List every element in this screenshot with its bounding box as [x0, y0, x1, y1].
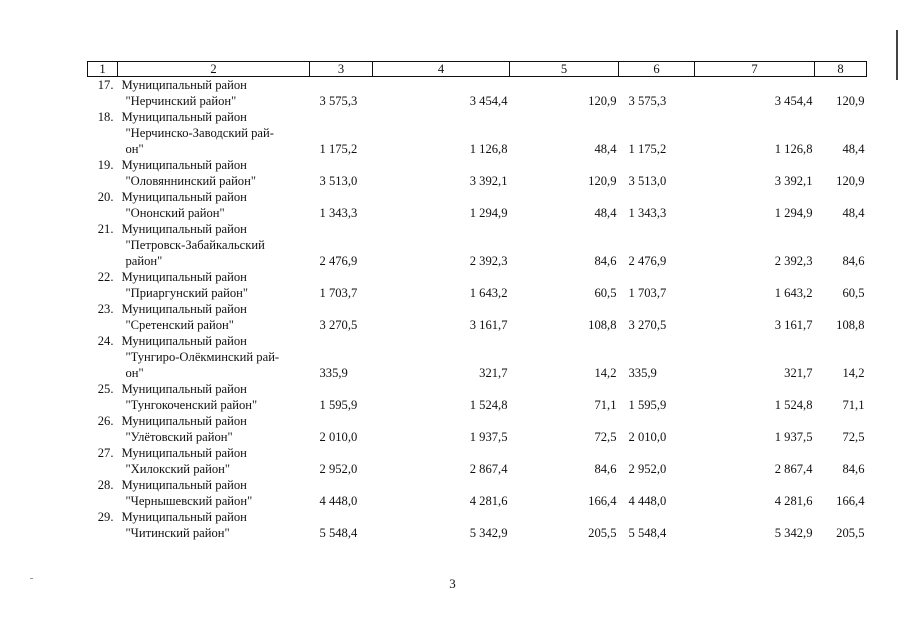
district-type: Муниципальный район [121, 270, 247, 284]
value-col-8: 166,4 [836, 494, 865, 508]
row-number: 20. [97, 190, 114, 204]
value-col-6: 3 513,0 [628, 174, 667, 188]
table-row [88, 477, 867, 509]
value-col-3: 3 513,0 [319, 174, 358, 188]
value-col-7: 1 524,8 [774, 398, 813, 412]
district-type: Муниципальный район [121, 78, 247, 92]
value-col-8: 120,9 [836, 94, 865, 108]
value-col-5: 84,6 [594, 462, 617, 476]
row-number: 22. [97, 270, 114, 284]
table-row [88, 333, 867, 381]
district-type: Муниципальный район [121, 334, 247, 348]
table-row [88, 109, 867, 157]
value-col-7: 1 294,9 [774, 206, 813, 220]
value-col-4: 1 524,8 [469, 398, 508, 412]
value-col-7: 4 281,6 [774, 494, 813, 508]
value-col-3: 1 595,9 [319, 398, 358, 412]
table-header [88, 62, 867, 77]
district-type: Муниципальный район [121, 446, 247, 460]
value-col-5: 48,4 [594, 142, 617, 156]
district-title: "Приаргунский район" [125, 286, 249, 300]
district-name [118, 269, 310, 301]
value-col-7: 2 867,4 [774, 462, 813, 476]
value-col-7: 3 161,7 [774, 318, 813, 332]
value-col-6: 3 575,3 [628, 94, 667, 108]
district-title: "Ононский район" [125, 206, 225, 220]
value-col-5: 48,4 [594, 206, 617, 220]
value-col-6: 1 175,2 [628, 142, 667, 156]
district-name [118, 413, 310, 445]
value-col-4: 1 643,2 [469, 286, 508, 300]
row-number: 18. [97, 110, 114, 124]
table-row [88, 381, 867, 413]
table-row [88, 269, 867, 301]
table-row [88, 221, 867, 269]
district-name [118, 77, 310, 110]
table-row [88, 189, 867, 221]
header-col-5: 5 [510, 62, 619, 77]
row-number: 27. [97, 446, 114, 460]
value-col-5: 72,5 [594, 430, 617, 444]
value-col-5: 205,5 [588, 526, 617, 540]
value-col-6: 3 270,5 [628, 318, 667, 332]
value-col-7: 5 342,9 [774, 526, 813, 540]
value-col-3: 2 952,0 [319, 462, 358, 476]
value-col-7: 3 454,4 [774, 94, 813, 108]
table-row [88, 413, 867, 445]
value-col-4: 1 294,9 [469, 206, 508, 220]
value-col-3: 5 548,4 [319, 526, 358, 540]
value-col-8: 120,9 [836, 174, 865, 188]
header-col-7: 7 [695, 62, 815, 77]
value-col-8: 60,5 [842, 286, 865, 300]
district-type: Муниципальный район [121, 382, 247, 396]
district-title: "Тунгокоченский район" [125, 398, 258, 412]
budget-table [87, 61, 867, 541]
value-col-4: 3 161,7 [469, 318, 508, 332]
district-type: Муниципальный район [121, 110, 247, 124]
value-col-4: 1 126,8 [469, 142, 508, 156]
row-number: 17. [97, 78, 114, 92]
value-col-4: 321,7 [479, 366, 508, 380]
row-number: 19. [97, 158, 114, 172]
value-col-7: 1 937,5 [774, 430, 813, 444]
value-col-6: 5 548,4 [628, 526, 667, 540]
district-title: "Тунгиро-Олёкминский рай- он" [125, 350, 280, 380]
value-col-6: 1 343,3 [628, 206, 667, 220]
value-col-3: 3 270,5 [319, 318, 358, 332]
value-col-5: 120,9 [588, 94, 617, 108]
district-title: "Хилокский район" [125, 462, 231, 476]
value-col-5: 14,2 [594, 366, 617, 380]
value-col-8: 14,2 [842, 366, 865, 380]
district-type: Муниципальный район [121, 414, 247, 428]
value-col-4: 2 867,4 [469, 462, 508, 476]
value-col-4: 3 454,4 [469, 94, 508, 108]
value-col-6: 1 703,7 [628, 286, 667, 300]
table-row [88, 157, 867, 189]
value-col-6: 2 010,0 [628, 430, 667, 444]
district-type: Муниципальный район [121, 158, 247, 172]
value-col-8: 71,1 [842, 398, 865, 412]
district-title: "Читинский район" [125, 526, 230, 540]
value-col-3: 1 175,2 [319, 142, 358, 156]
value-col-8: 108,8 [836, 318, 865, 332]
value-col-6: 4 448,0 [628, 494, 667, 508]
value-col-3: 1 343,3 [319, 206, 358, 220]
district-title: "Улётовский район" [125, 430, 233, 444]
value-col-4: 5 342,9 [469, 526, 508, 540]
value-col-6: 2 476,9 [628, 254, 667, 268]
row-number: 25. [97, 382, 114, 396]
value-col-7: 2 392,3 [774, 254, 813, 268]
header-col-6: 6 [619, 62, 695, 77]
value-col-7: 1 126,8 [774, 142, 813, 156]
value-col-8: 84,6 [842, 254, 865, 268]
value-col-6: 1 595,9 [628, 398, 667, 412]
value-col-3: 2 010,0 [319, 430, 358, 444]
district-name [118, 445, 310, 477]
district-type: Муниципальный район [121, 510, 247, 524]
row-number: 29. [97, 510, 114, 524]
district-type: Муниципальный район [121, 222, 247, 236]
header-col-1: 1 [88, 62, 118, 77]
district-name [118, 189, 310, 221]
value-col-6: 335,9 [628, 366, 657, 380]
value-col-3: 2 476,9 [319, 254, 358, 268]
value-col-5: 71,1 [594, 398, 617, 412]
district-title: "Чернышевский район" [125, 494, 253, 508]
table-row [88, 445, 867, 477]
district-type: Муниципальный район [121, 302, 247, 316]
value-col-7: 321,7 [784, 366, 813, 380]
table-row [88, 509, 867, 541]
district-name [118, 381, 310, 413]
row-number: 23. [97, 302, 114, 316]
value-col-5: 108,8 [588, 318, 617, 332]
value-col-4: 4 281,6 [469, 494, 508, 508]
row-number: 26. [97, 414, 114, 428]
page-number: 3 [449, 576, 456, 591]
value-col-5: 120,9 [588, 174, 617, 188]
scan-page-edge [896, 30, 898, 80]
value-col-5: 84,6 [594, 254, 617, 268]
value-col-8: 48,4 [842, 142, 865, 156]
table-body [88, 77, 867, 542]
district-title: "Нерчинско-Заводский рай- он" [125, 126, 274, 156]
row-number: 28. [97, 478, 114, 492]
district-type: Муниципальный район [121, 478, 247, 492]
header-col-4: 4 [373, 62, 510, 77]
value-col-8: 205,5 [836, 526, 865, 540]
district-name [118, 109, 310, 157]
district-title: "Сретенский район" [125, 318, 234, 332]
value-col-5: 60,5 [594, 286, 617, 300]
district-name [118, 301, 310, 333]
value-col-5: 166,4 [588, 494, 617, 508]
row-number: 21. [97, 222, 114, 236]
district-name [118, 509, 310, 541]
value-col-4: 2 392,3 [469, 254, 508, 268]
district-name [118, 333, 310, 381]
district-name [118, 221, 310, 269]
header-col-8: 8 [815, 62, 867, 77]
table-row [88, 77, 867, 110]
value-col-6: 2 952,0 [628, 462, 667, 476]
header-col-3: 3 [310, 62, 373, 77]
value-col-3: 1 703,7 [319, 286, 358, 300]
value-col-8: 72,5 [842, 430, 865, 444]
value-col-7: 1 643,2 [774, 286, 813, 300]
value-col-8: 84,6 [842, 462, 865, 476]
value-col-8: 48,4 [842, 206, 865, 220]
table-row [88, 301, 867, 333]
row-number: 24. [97, 334, 114, 348]
value-col-4: 3 392,1 [469, 174, 508, 188]
header-col-2: 2 [118, 62, 310, 77]
value-col-3: 4 448,0 [319, 494, 358, 508]
value-col-4: 1 937,5 [469, 430, 508, 444]
value-col-7: 3 392,1 [774, 174, 813, 188]
district-name [118, 477, 310, 509]
district-title: "Нерчинский район" [125, 94, 237, 108]
district-title: "Оловяннинский район" [125, 174, 256, 188]
header-row [88, 62, 867, 77]
district-title: "Петровск-Забайкальский район" [125, 238, 265, 268]
district-type: Муниципальный район [121, 190, 247, 204]
value-col-3: 3 575,3 [319, 94, 358, 108]
district-name [118, 157, 310, 189]
value-col-3: 335,9 [319, 366, 348, 380]
